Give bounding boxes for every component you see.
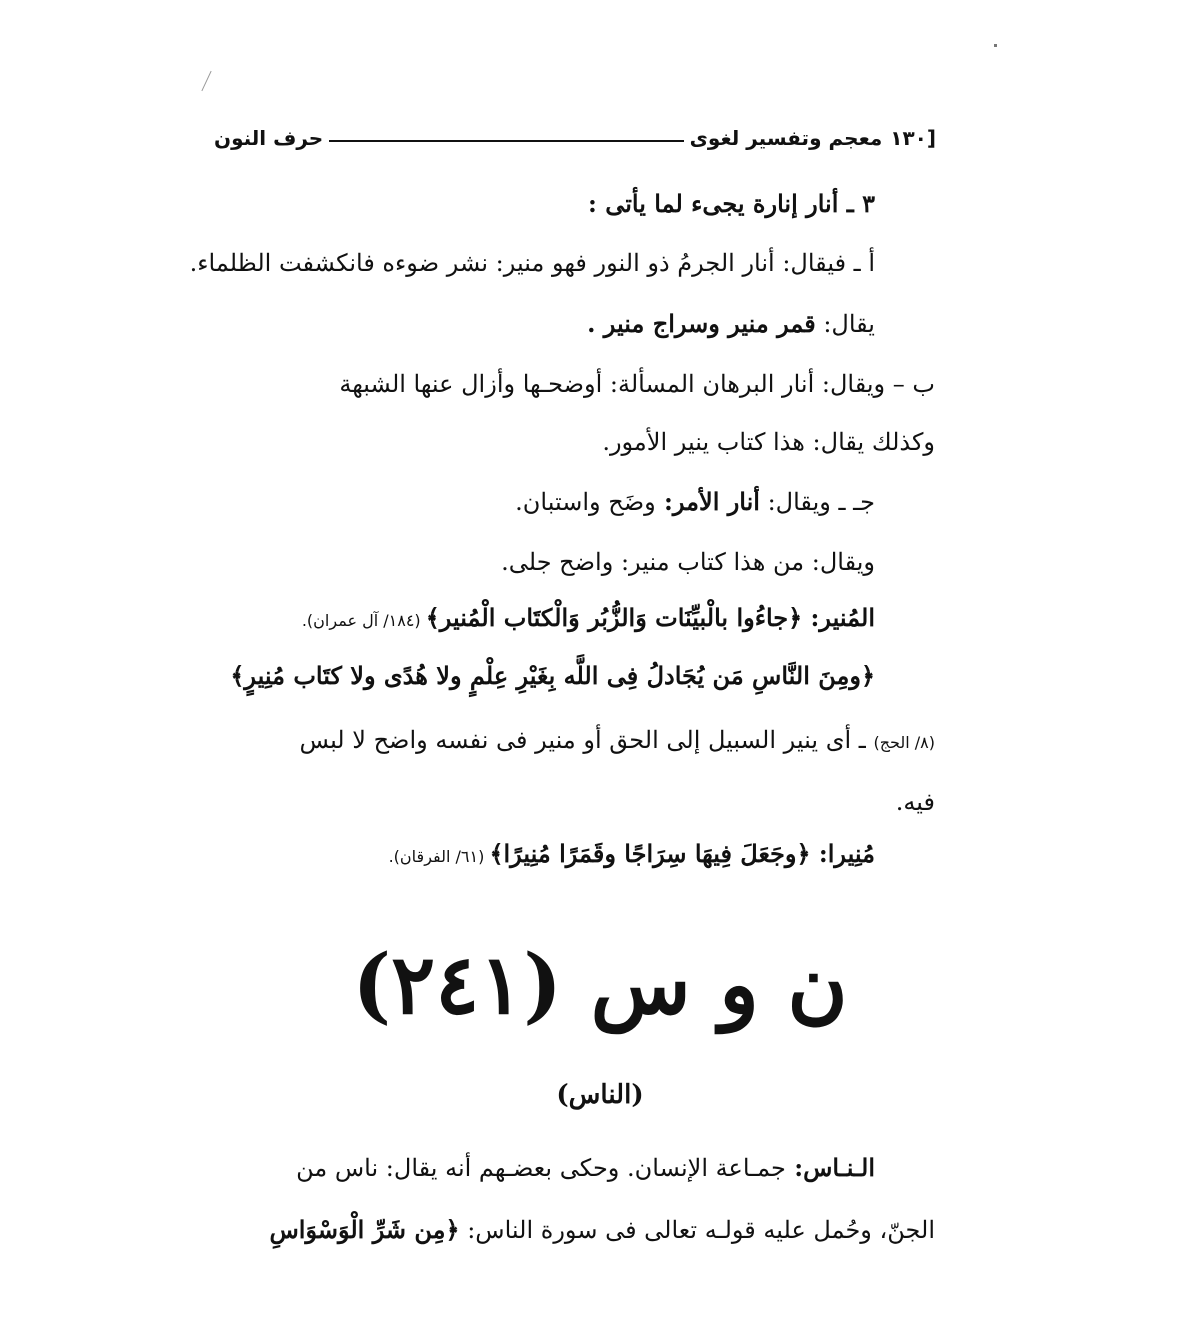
text-line-12 (389, 836, 875, 875)
line-3-prefix: يقال: (815, 310, 875, 338)
line-11-text: فيه. (895, 788, 935, 816)
line-1-text: ٣ ـ أنار إنارة يجىء لما يأتى : (588, 189, 875, 218)
section-title: حرف النون (214, 126, 324, 150)
text-line-13 (296, 1150, 875, 1186)
line-7-text: ويقال: من هذا كتاب منير: واضح جلى. (501, 548, 875, 576)
line-6-rest: وضَح واستبان. (515, 488, 656, 516)
line-13-label: الـنـاس: (785, 1153, 875, 1182)
line-3-bold: قمر منير وسراج منير . (587, 309, 816, 338)
text-line-9 (230, 658, 875, 694)
text-line-3 (587, 306, 875, 342)
line-8-label: المُنير: (802, 603, 875, 632)
text-line-6 (515, 484, 875, 520)
line-8-reference: (١٨٤/ آل عمران). (301, 611, 426, 630)
line-6-prefix: جـ ـ ويقال: (759, 488, 875, 516)
text-line-14 (269, 1212, 935, 1248)
scan-stroke (201, 71, 211, 91)
page-number: [١٣٠ (890, 126, 936, 150)
line-9-quote: ﴿ومِنَ النَّاسِ مَن يُجَادلُ فِى اللَّه بِغَيْرِ عِلْمٍ ولا هُدًى ولا كتَاب مُنِيرٍ﴾ (230, 661, 875, 690)
entry-subheading: (الناس) (556, 1080, 644, 1110)
line-10-text: ـ أى ينير السبيل إلى الحق أو منير فى نفسه واضح لا لبس (299, 726, 874, 754)
line-2-text: أ ـ فيقال: أنار الجرمُ ذو النور فهو منير: نشر ضوءه فانكشفت الظلماء. (189, 249, 875, 277)
line-6-bold: أنار الأمر: (655, 487, 760, 516)
text-line-11 (896, 784, 935, 820)
text-line-7 (501, 544, 875, 580)
line-12-quote: ﴿وجَعَلَ فِيهَا سِرَاجًا وقَمَرًا مُنِيرًا﴾ (489, 839, 811, 868)
line-13-text: جمـاعة الإنسان. وحكى بعضـهم أنه يقال: ناس من (296, 1154, 786, 1182)
text-line-1 (588, 186, 875, 222)
line-8-quote: ﴿جاءُوا بالْبيِّنَات وَالزُّبُر وَالْكتَاب الْمُنير﴾ (425, 603, 803, 632)
text-line-2 (190, 245, 875, 281)
line-14-text: الجنّ، وحُمل عليه قولـه تعالى فى سورة الناس: (459, 1216, 935, 1244)
text-line-5 (602, 424, 935, 460)
entry-heading: ن و س (٢٤١) (352, 937, 848, 1033)
book-title: معجم وتفسير لغوى (689, 126, 883, 150)
line-12-label: مُنِيرا: (810, 839, 875, 868)
text-line-8 (302, 600, 875, 639)
line-12-reference: (٦١/ الفرقان). (388, 847, 490, 866)
scan-speck (994, 44, 997, 47)
line-10-reference: (٨/ الحج) (873, 733, 935, 752)
text-line-4 (215, 366, 935, 402)
line-14-quote: ﴿مِن شَرِّ الْوَسْوَاسِ (269, 1215, 460, 1244)
line-5-text: وكذلك يقال: هذا كتاب ينير الأمور. (602, 428, 935, 456)
text-line-10 (299, 722, 935, 761)
header-rule (329, 140, 683, 142)
page-header (214, 120, 936, 156)
line-4-text: ب – ويقال: أنار البرهان المسألة: أوضحـها وأزال عنها الشبهة (339, 370, 935, 398)
